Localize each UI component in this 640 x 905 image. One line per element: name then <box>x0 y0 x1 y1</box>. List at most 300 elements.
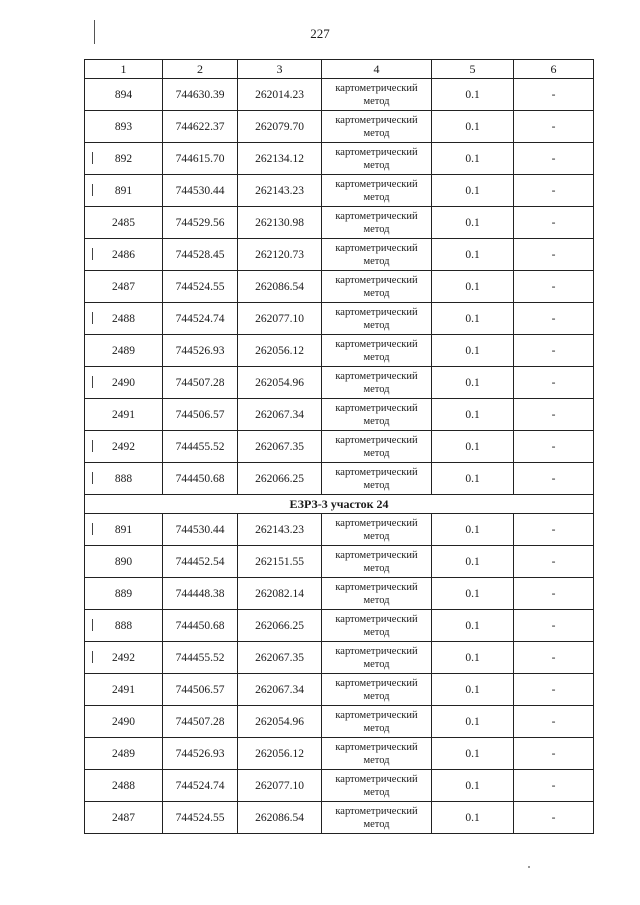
x-coordinate-cell-text: 744452.54 <box>175 555 225 568</box>
y-coordinate-cell <box>238 770 322 802</box>
point-number-cell-text: 2492 <box>112 651 135 664</box>
note-cell-text: - <box>551 344 556 357</box>
accuracy-cell-text: 0.1 <box>465 344 480 357</box>
note-cell <box>514 738 594 770</box>
y-coordinate-cell-text: 262067.34 <box>255 683 304 696</box>
note-cell-text: - <box>551 472 556 485</box>
accuracy-cell-text: 0.1 <box>465 683 480 696</box>
note-cell-text: - <box>551 88 556 101</box>
method-cell <box>322 111 432 143</box>
header-row <box>85 60 594 79</box>
table-body-part1 <box>85 79 594 495</box>
x-coordinate-cell <box>163 175 238 207</box>
accuracy-cell-text: 0.1 <box>465 651 480 664</box>
note-cell <box>514 399 594 431</box>
point-number-cell <box>85 399 163 431</box>
point-number-cell <box>85 770 163 802</box>
x-coordinate-cell-text: 744529.56 <box>175 216 225 229</box>
point-number-cell-text: 2488 <box>112 312 135 325</box>
x-coordinate-cell <box>163 706 238 738</box>
method-cell <box>322 463 432 495</box>
y-coordinate-cell <box>238 303 322 335</box>
table-row <box>85 674 594 706</box>
method-cell-text: картометрический метод <box>335 370 418 395</box>
note-cell-text: - <box>551 811 556 824</box>
section-row <box>85 495 594 514</box>
table-row <box>85 738 594 770</box>
accuracy-cell-text: 0.1 <box>465 472 480 485</box>
note-cell-text: - <box>551 312 556 325</box>
note-cell <box>514 303 594 335</box>
y-coordinate-cell-text: 262066.25 <box>255 472 304 485</box>
y-coordinate-cell <box>238 271 322 303</box>
margin-tick-mark <box>92 248 93 260</box>
accuracy-cell <box>432 303 514 335</box>
method-cell <box>322 431 432 463</box>
y-coordinate-cell <box>238 738 322 770</box>
method-cell <box>322 610 432 642</box>
table-row <box>85 303 594 335</box>
point-number-cell <box>85 239 163 271</box>
note-cell <box>514 239 594 271</box>
accuracy-cell-text: 0.1 <box>465 376 480 389</box>
page-number: 227 <box>310 26 330 41</box>
accuracy-cell-text: 0.1 <box>465 120 480 133</box>
margin-tick-mark <box>92 376 93 388</box>
x-coordinate-cell-text: 744506.57 <box>175 408 225 421</box>
method-cell-text: картометрический метод <box>335 581 418 606</box>
y-coordinate-cell <box>238 79 322 111</box>
point-number-cell <box>85 610 163 642</box>
x-coordinate-cell <box>163 303 238 335</box>
y-coordinate-cell <box>238 431 322 463</box>
point-number-cell-text: 2486 <box>112 248 135 261</box>
note-cell-text: - <box>551 651 556 664</box>
coordinates-table <box>84 59 594 834</box>
accuracy-cell-text: 0.1 <box>465 280 480 293</box>
accuracy-cell <box>432 463 514 495</box>
point-number-cell <box>85 335 163 367</box>
method-cell-text: картометрический метод <box>335 434 418 459</box>
method-cell-text: картометрический метод <box>335 741 418 766</box>
y-coordinate-cell <box>238 399 322 431</box>
point-number-cell-text: 2489 <box>112 344 135 357</box>
accuracy-cell <box>432 706 514 738</box>
y-coordinate-cell-text: 262067.35 <box>255 651 304 664</box>
note-cell-text: - <box>551 248 556 261</box>
accuracy-cell <box>432 802 514 834</box>
x-coordinate-cell-text: 744507.28 <box>175 715 225 728</box>
point-number-cell-text: 892 <box>114 152 133 165</box>
method-cell <box>322 303 432 335</box>
x-coordinate-cell <box>163 802 238 834</box>
accuracy-cell-text: 0.1 <box>465 523 480 536</box>
x-coordinate-cell <box>163 514 238 546</box>
column-header: 1 <box>85 60 163 79</box>
table-row <box>85 706 594 738</box>
note-cell-text: - <box>551 440 556 453</box>
table-row <box>85 79 594 111</box>
note-cell <box>514 642 594 674</box>
point-number-cell-text: 2490 <box>112 376 135 389</box>
accuracy-cell-text: 0.1 <box>465 88 480 101</box>
y-coordinate-cell-text: 262014.23 <box>255 88 304 101</box>
note-cell-text: - <box>551 619 556 632</box>
note-cell-text: - <box>551 120 556 133</box>
accuracy-cell <box>432 111 514 143</box>
note-cell-text: - <box>551 523 556 536</box>
accuracy-cell-text: 0.1 <box>465 747 480 760</box>
accuracy-cell <box>432 335 514 367</box>
y-coordinate-cell-text: 262134.12 <box>255 152 304 165</box>
method-cell-text: картометрический метод <box>335 517 418 542</box>
method-cell <box>322 239 432 271</box>
note-cell <box>514 271 594 303</box>
table-row <box>85 399 594 431</box>
accuracy-cell <box>432 610 514 642</box>
accuracy-cell <box>432 770 514 802</box>
section-body <box>85 495 594 514</box>
y-coordinate-cell <box>238 546 322 578</box>
y-coordinate-cell-text: 262054.96 <box>255 715 304 728</box>
method-cell <box>322 642 432 674</box>
method-cell <box>322 175 432 207</box>
y-coordinate-cell <box>238 642 322 674</box>
method-cell-text: картометрический метод <box>335 773 418 798</box>
y-coordinate-cell-text: 262056.12 <box>255 747 304 760</box>
accuracy-cell-text: 0.1 <box>465 587 480 600</box>
accuracy-cell-text: 0.1 <box>465 184 480 197</box>
method-cell-text: картометрический метод <box>335 549 418 574</box>
y-coordinate-cell-text: 262056.12 <box>255 344 304 357</box>
table-row <box>85 271 594 303</box>
accuracy-cell-text: 0.1 <box>465 152 480 165</box>
accuracy-cell-text: 0.1 <box>465 555 480 568</box>
y-coordinate-cell <box>238 175 322 207</box>
method-cell <box>322 271 432 303</box>
column-header: 2 <box>163 60 238 79</box>
method-cell-text: картометрический метод <box>335 645 418 670</box>
x-coordinate-cell <box>163 770 238 802</box>
table-row <box>85 207 594 239</box>
x-coordinate-cell-text: 744530.44 <box>175 523 225 536</box>
x-coordinate-cell <box>163 642 238 674</box>
y-coordinate-cell <box>238 239 322 271</box>
accuracy-cell <box>432 367 514 399</box>
accuracy-cell-text: 0.1 <box>465 312 480 325</box>
x-coordinate-cell-text: 744524.55 <box>175 811 225 824</box>
table-row <box>85 175 594 207</box>
accuracy-cell <box>432 431 514 463</box>
note-cell <box>514 367 594 399</box>
point-number-cell-text: 2491 <box>112 683 135 696</box>
y-coordinate-cell-text: 262067.34 <box>255 408 304 421</box>
point-number-cell-text: 891 <box>114 184 133 197</box>
method-cell-text: картометрический метод <box>335 242 418 267</box>
x-coordinate-cell-text: 744530.44 <box>175 184 225 197</box>
point-number-cell-text: 2489 <box>112 747 135 760</box>
point-number-cell <box>85 546 163 578</box>
table-row <box>85 578 594 610</box>
accuracy-cell-text: 0.1 <box>465 440 480 453</box>
method-cell-text: картометрический метод <box>335 306 418 331</box>
method-cell <box>322 706 432 738</box>
point-number-cell <box>85 367 163 399</box>
method-cell-text: картометрический метод <box>335 274 418 299</box>
y-coordinate-cell <box>238 610 322 642</box>
accuracy-cell <box>432 239 514 271</box>
y-coordinate-cell <box>238 111 322 143</box>
note-cell <box>514 674 594 706</box>
margin-tick-mark <box>92 619 93 631</box>
method-cell <box>322 207 432 239</box>
x-coordinate-cell <box>163 239 238 271</box>
note-cell <box>514 79 594 111</box>
table-row <box>85 111 594 143</box>
y-coordinate-cell-text: 262079.70 <box>255 120 304 133</box>
table-row <box>85 546 594 578</box>
method-cell-text: картометрический метод <box>335 114 418 139</box>
method-cell <box>322 674 432 706</box>
x-coordinate-cell <box>163 271 238 303</box>
x-coordinate-cell <box>163 335 238 367</box>
section-title: ЕЗРЗ-3 участок 24 <box>85 495 594 514</box>
note-cell-text: - <box>551 408 556 421</box>
y-coordinate-cell-text: 262054.96 <box>255 376 304 389</box>
table-row <box>85 802 594 834</box>
accuracy-cell <box>432 674 514 706</box>
note-cell-text: - <box>551 555 556 568</box>
table-row <box>85 431 594 463</box>
x-coordinate-cell-text: 744526.93 <box>175 344 225 357</box>
y-coordinate-cell-text: 262077.10 <box>255 312 304 325</box>
margin-tick-mark <box>92 651 93 663</box>
accuracy-cell-text: 0.1 <box>465 619 480 632</box>
x-coordinate-cell <box>163 546 238 578</box>
note-cell <box>514 802 594 834</box>
point-number-cell-text: 2487 <box>112 811 135 824</box>
note-cell <box>514 335 594 367</box>
x-coordinate-cell <box>163 610 238 642</box>
x-coordinate-cell-text: 744630.39 <box>175 88 225 101</box>
point-number-cell <box>85 143 163 175</box>
point-number-cell <box>85 431 163 463</box>
scan-speck <box>528 866 530 868</box>
x-coordinate-cell-text: 744622.37 <box>175 120 225 133</box>
accuracy-cell <box>432 271 514 303</box>
accuracy-cell-text: 0.1 <box>465 408 480 421</box>
x-coordinate-cell <box>163 143 238 175</box>
y-coordinate-cell-text: 262086.54 <box>255 811 304 824</box>
method-cell-text: картометрический метод <box>335 210 418 235</box>
accuracy-cell-text: 0.1 <box>465 811 480 824</box>
method-cell-text: картометрический метод <box>335 146 418 171</box>
point-number-cell <box>85 578 163 610</box>
point-number-cell <box>85 738 163 770</box>
accuracy-cell <box>432 175 514 207</box>
y-coordinate-cell-text: 262086.54 <box>255 280 304 293</box>
method-cell <box>322 802 432 834</box>
note-cell-text: - <box>551 184 556 197</box>
table-row <box>85 335 594 367</box>
method-cell <box>322 770 432 802</box>
method-cell-text: картометрический метод <box>335 613 418 638</box>
y-coordinate-cell-text: 262067.35 <box>255 440 304 453</box>
x-coordinate-cell <box>163 674 238 706</box>
method-cell <box>322 399 432 431</box>
x-coordinate-cell-text: 744506.57 <box>175 683 225 696</box>
method-cell-text: картометрический метод <box>335 338 418 363</box>
y-coordinate-cell <box>238 802 322 834</box>
x-coordinate-cell-text: 744528.45 <box>175 248 225 261</box>
note-cell <box>514 175 594 207</box>
table-row <box>85 642 594 674</box>
note-cell <box>514 111 594 143</box>
accuracy-cell <box>432 514 514 546</box>
x-coordinate-cell <box>163 431 238 463</box>
method-cell <box>322 546 432 578</box>
point-number-cell <box>85 706 163 738</box>
point-number-cell <box>85 207 163 239</box>
point-number-cell-text: 2490 <box>112 715 135 728</box>
point-number-cell <box>85 802 163 834</box>
method-cell-text: картометрический метод <box>335 466 418 491</box>
accuracy-cell-text: 0.1 <box>465 715 480 728</box>
note-cell-text: - <box>551 747 556 760</box>
accuracy-cell <box>432 738 514 770</box>
table-row <box>85 770 594 802</box>
method-cell-text: картометрический метод <box>335 677 418 702</box>
x-coordinate-cell-text: 744448.38 <box>175 587 225 600</box>
point-number-cell <box>85 79 163 111</box>
point-number-cell-text: 2491 <box>112 408 135 421</box>
margin-tick-mark <box>92 184 93 196</box>
method-cell-text: картометрический метод <box>335 805 418 830</box>
method-cell <box>322 514 432 546</box>
accuracy-cell-text: 0.1 <box>465 216 480 229</box>
x-coordinate-cell <box>163 367 238 399</box>
note-cell-text: - <box>551 376 556 389</box>
y-coordinate-cell-text: 262151.55 <box>255 555 304 568</box>
note-cell-text: - <box>551 280 556 293</box>
x-coordinate-cell-text: 744524.55 <box>175 280 225 293</box>
point-number-cell-text: 2487 <box>112 280 135 293</box>
x-coordinate-cell <box>163 578 238 610</box>
method-cell-text: картометрический метод <box>335 402 418 427</box>
y-coordinate-cell <box>238 578 322 610</box>
point-number-cell <box>85 642 163 674</box>
table-row <box>85 367 594 399</box>
note-cell <box>514 770 594 802</box>
accuracy-cell <box>432 79 514 111</box>
point-number-cell <box>85 463 163 495</box>
y-coordinate-cell <box>238 367 322 399</box>
method-cell <box>322 335 432 367</box>
y-coordinate-cell-text: 262082.14 <box>255 587 304 600</box>
note-cell-text: - <box>551 587 556 600</box>
point-number-cell <box>85 674 163 706</box>
note-cell <box>514 610 594 642</box>
table-row <box>85 239 594 271</box>
note-cell <box>514 143 594 175</box>
point-number-cell-text: 2485 <box>112 216 135 229</box>
note-cell-text: - <box>551 152 556 165</box>
table-row <box>85 463 594 495</box>
y-coordinate-cell <box>238 143 322 175</box>
note-cell-text: - <box>551 715 556 728</box>
y-coordinate-cell-text: 262066.25 <box>255 619 304 632</box>
x-coordinate-cell <box>163 399 238 431</box>
column-header: 4 <box>322 60 432 79</box>
accuracy-cell <box>432 578 514 610</box>
column-header: 3 <box>238 60 322 79</box>
point-number-cell-text: 893 <box>114 120 133 133</box>
method-cell <box>322 143 432 175</box>
table-row <box>85 143 594 175</box>
margin-tick-mark <box>92 523 93 535</box>
point-number-cell-text: 889 <box>114 587 133 600</box>
note-cell <box>514 578 594 610</box>
y-coordinate-cell <box>238 207 322 239</box>
x-coordinate-cell <box>163 79 238 111</box>
note-cell-text: - <box>551 216 556 229</box>
column-header: 5 <box>432 60 514 79</box>
y-coordinate-cell <box>238 706 322 738</box>
point-number-cell-text: 888 <box>114 472 133 485</box>
x-coordinate-cell <box>163 207 238 239</box>
accuracy-cell-text: 0.1 <box>465 779 480 792</box>
point-number-cell <box>85 111 163 143</box>
margin-tick-mark <box>92 440 93 452</box>
x-coordinate-cell-text: 744450.68 <box>175 619 225 632</box>
method-cell <box>322 578 432 610</box>
margin-tick-mark <box>92 472 93 484</box>
y-coordinate-cell-text: 262120.73 <box>255 248 304 261</box>
note-cell <box>514 514 594 546</box>
note-cell <box>514 546 594 578</box>
x-coordinate-cell <box>163 738 238 770</box>
table-row <box>85 514 594 546</box>
method-cell <box>322 367 432 399</box>
y-coordinate-cell <box>238 514 322 546</box>
accuracy-cell <box>432 642 514 674</box>
margin-tick-mark <box>92 312 93 324</box>
note-cell <box>514 431 594 463</box>
point-number-cell-text: 891 <box>114 523 133 536</box>
accuracy-cell-text: 0.1 <box>465 248 480 261</box>
x-coordinate-cell-text: 744507.28 <box>175 376 225 389</box>
x-coordinate-cell-text: 744450.68 <box>175 472 225 485</box>
note-cell-text: - <box>551 683 556 696</box>
table-row <box>85 610 594 642</box>
x-coordinate-cell-text: 744615.70 <box>175 152 225 165</box>
method-cell <box>322 79 432 111</box>
point-number-cell-text: 890 <box>114 555 133 568</box>
note-cell <box>514 463 594 495</box>
note-cell-text: - <box>551 779 556 792</box>
x-coordinate-cell-text: 744524.74 <box>175 779 225 792</box>
y-coordinate-cell-text: 262143.23 <box>255 523 304 536</box>
point-number-cell-text: 894 <box>114 88 133 101</box>
point-number-cell-text: 888 <box>114 619 133 632</box>
method-cell <box>322 738 432 770</box>
y-coordinate-cell <box>238 463 322 495</box>
margin-tick-mark <box>92 152 93 164</box>
point-number-cell <box>85 514 163 546</box>
point-number-cell <box>85 303 163 335</box>
y-coordinate-cell-text: 262130.98 <box>255 216 304 229</box>
x-coordinate-cell <box>163 111 238 143</box>
